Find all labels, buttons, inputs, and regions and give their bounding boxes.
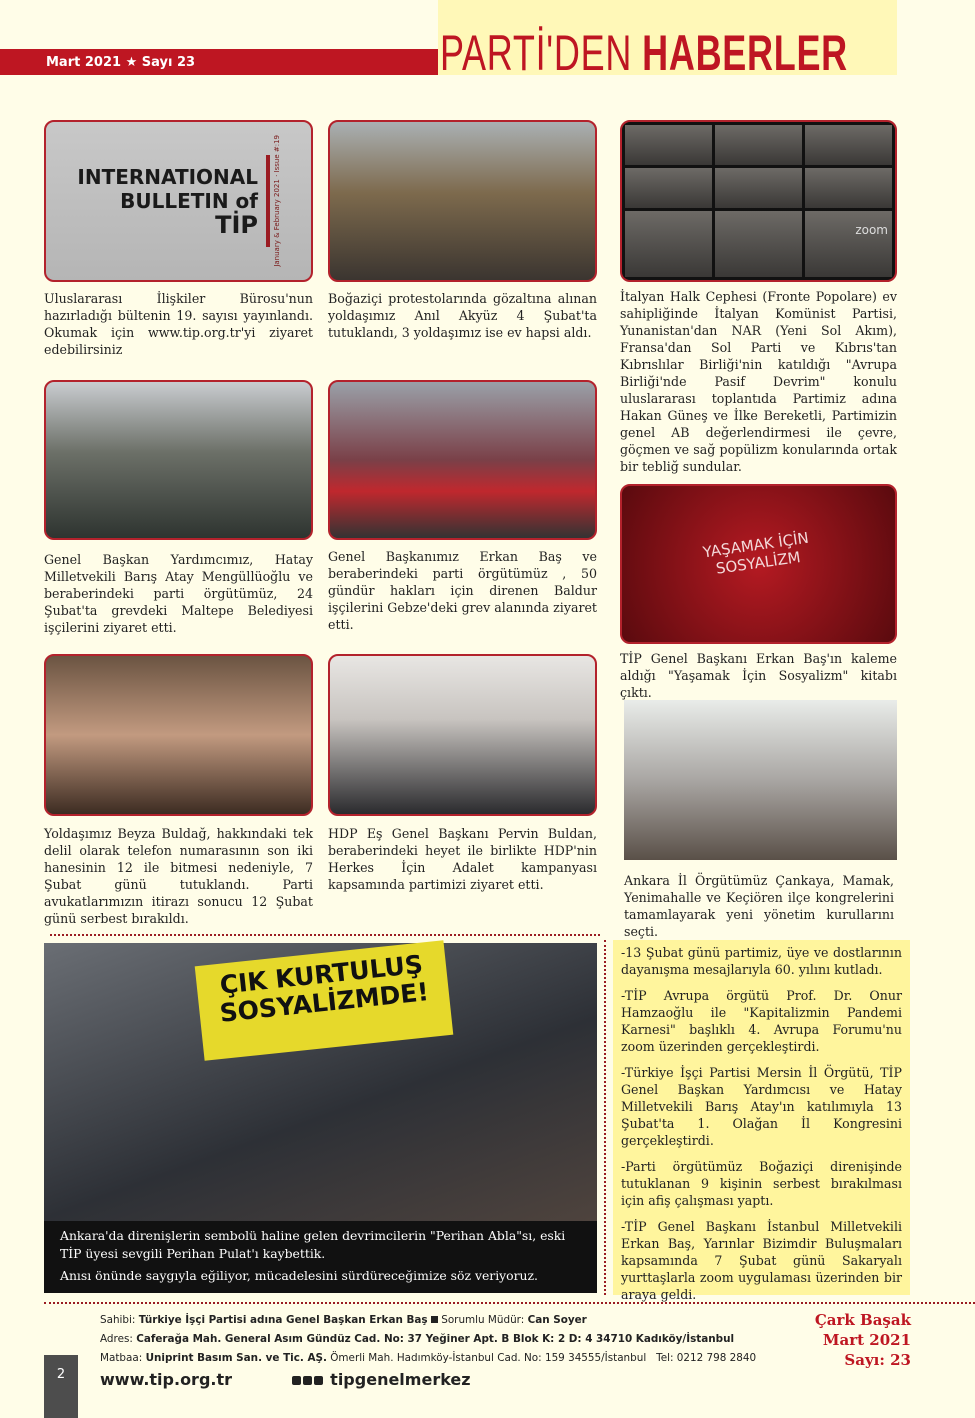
bulletin-line: INTERNATIONAL: [77, 165, 258, 189]
caption-maltepe: Genel Başkan Yardımcımız, Hatay Milletvekili Barış Atay Mengüllüoğlu ve beraberindeki parti örgütümüz, 24 Şubat'ta grevdeki Maltepe Belediyesi işçilerini ziyaret etti.: [44, 552, 313, 635]
instagram-icon[interactable]: [314, 1376, 323, 1385]
issue-label: Mart 2021 ★ Sayı 23: [46, 55, 196, 70]
ankara-congress-photo: [624, 700, 897, 860]
paper-month: Mart 2021: [822, 1331, 911, 1349]
page-title: [440, 25, 848, 81]
page-number: 2: [44, 1355, 78, 1418]
issue-bar: [0, 49, 438, 75]
caption-ankara: Ankara İl Örgütümüz Çankaya, Mamak, Yenimahalle ve Keçiören ilçe kongrelerini tamamlayarak yeni yönetim kurullarını seçti.: [624, 873, 894, 939]
news-box: [613, 940, 910, 1302]
bulletin-date: January & February 2021 · Issue #:19: [273, 135, 281, 267]
protester-portrait-photo: [328, 120, 597, 282]
news-item: -TİP Genel Başkanı İstanbul Milletvekili Erkan Baş, Yarınlar Bizimdir Buluşmaları kapsamında 7 Şubat günü Sakaryalı yurttaşlarla zoom uygulaması üzerinden bir araya geldi.: [621, 1219, 902, 1302]
paper-issue: Sayı: 23: [844, 1351, 911, 1369]
social-handle[interactable]: tipgenelmerkez: [330, 1370, 471, 1389]
twitter-icon[interactable]: [303, 1376, 312, 1385]
caption-baldur: Genel Başkanımız Erkan Baş ve beraberindeki parti örgütümüz , 50 gündür hakları için direnen Baldur işçilerini Gebze'deki grev alanında ziyaret etti.: [328, 549, 597, 632]
divider: [50, 934, 600, 936]
caption-perihan: Ankara'da direnişlerin sembolü haline gelen devrimcilerin "Perihan Abla"sı, eski TİP üyesi sevgili Perihan Pulat'ı kaybettik.: [60, 1228, 566, 1261]
bulletin-line: TİP: [215, 211, 258, 239]
footer-printer: Matbaa: Uniprint Basım San. ve Tic. AŞ. Ömerli Mah. Hadımköy-İstanbul Cad. No: 159 34555/İstanbul Tel: 0212 798 2840: [100, 1352, 757, 1364]
footer-owner: Sahibi: Türkiye İşçi Partisi adına Genel Başkan Erkan Baş Sorumlu Müdür: Can Soyer: [100, 1314, 587, 1326]
footer-divider: [44, 1302, 975, 1304]
zoom-logo: zoom: [805, 211, 892, 277]
facebook-icon[interactable]: [292, 1376, 301, 1385]
title-bold: HABERLER: [642, 25, 848, 81]
caption-bogazici: Boğaziçi protestolarında gözaltına alınan yoldaşımız Anıl Akyüz 4 Şubat'ta tutuklandı, 3 yoldaşımız ise ev hapsi aldı.: [328, 291, 597, 340]
bulletin-cover-photo: [44, 120, 313, 282]
hdp-visit-photo: [328, 654, 597, 816]
caption-hdp: HDP Eş Genel Başkanı Pervin Buldan, beraberindeki heyet ile birlikte HDP'nin Herkes İçin Adalet kampanyası kapsamında partimizi ziyaret etti.: [328, 826, 597, 892]
maltepe-workers-photo: [44, 380, 313, 540]
zoom-meeting-photo: [620, 120, 897, 282]
caption-beyza: Yoldaşımız Beyza Buldağ, hakkındaki tek delil olarak telefon numarasının son iki hanesinin 12 ile bitmesi nedeniyle, 7 Şubat günü tutuklandı. Parti avukatlarımızın itirazı sonucu 12 Şubat günü serbest bırakıldı.: [44, 826, 313, 926]
caption-book: TİP Genel Başkanı Erkan Baş'ın kaleme aldığı "Yaşamak İçin Sosyalizm" kitabı çıktı.: [620, 651, 897, 700]
book-cover-photo: [620, 484, 897, 644]
bulletin-bar: [266, 155, 270, 247]
caption-international-meeting: İtalyan Halk Cephesi (Fronte Popolare) ev sahipliğinde İtalyan Komünist Partisi, Yunanistan'dan NAR (Yeni Sol Akım), Fransa'dan Sol Parti ve Kıbrıs'tan Kıbrıslılar Birliği'nin katıldığı "Avrupa Birliği'nde Pasif Devrim" konulu uluslararası toplantıda Partimiz adına Hakan Güneş ve İlke Bereketli, Partimizin genel AB değerlendirmesi ile çevre, göçmen ve sağ popülizm konularında ortak bir tebliğ sundular.: [620, 289, 897, 474]
perihan-pulat-photo: [44, 943, 597, 1293]
divider: [604, 940, 606, 1295]
news-item: -Türkiye İşçi Partisi Mersin İl Örgütü, TİP Genel Başkan Yardımcısı ve Hatay Milletvekili Barış Atay'ın katılımıyla 13 Şubat'ta 1. Olağan İl Kongresini gerçekleştirdi.: [621, 1065, 902, 1148]
caption-perihan-tribute: Anısı önünde saygıyla eğiliyor, mücadelesini sürdüreceğimize söz veriyoruz.: [60, 1268, 538, 1283]
masthead-info: [780, 1310, 911, 1370]
title-thin: PARTİ'DEN: [440, 25, 633, 81]
news-item: -Parti örgütümüz Boğaziçi direnişinde tutuklanan 9 kişinin serbest bırakılması için afiş çalışması yaptı.: [621, 1159, 902, 1208]
news-item: -13 Şubat günü partimiz, üye ve dostlarının dayanışma mesajlarıyla 60. yılını kutladı.: [621, 945, 902, 977]
footer-web: [100, 1370, 471, 1389]
beyza-buldag-photo: [44, 654, 313, 816]
book-title: YAŞAMAK İÇİN SOSYALİZM: [701, 528, 810, 578]
footer-address: Adres: Caferağa Mah. General Asım Gündüz Cad. No: 37 Yeğiner Apt. B Blok K: 2 D: 4 34710 Kadıköy/İstanbul: [100, 1333, 735, 1345]
paper-name: Çark Başak: [814, 1311, 911, 1329]
protest-sign: ÇIK KURTULUŞ SOSYALİZMDE!: [195, 940, 454, 1061]
bulletin-line: BULLETIN of: [120, 189, 258, 213]
baldur-workers-photo: [328, 380, 597, 540]
news-item: -TİP Avrupa örgütü Prof. Dr. Onur Hamzaoğlu ile "Kapitalizmin Pandemi Karnesi" başlıklı 4. Avrupa Forumu'nu zoom üzerinden gerçekleştirdi.: [621, 988, 902, 1054]
website-link[interactable]: www.tip.org.tr: [100, 1370, 233, 1389]
caption-bulletin: Uluslararası İlişkiler Bürosu'nun hazırladığı bültenin 19. sayısı yayınlandı. Okumak için www.tip.org.tr'yi ziyaret edebilirsiniz: [44, 291, 313, 357]
photo-caption: [44, 1221, 597, 1293]
